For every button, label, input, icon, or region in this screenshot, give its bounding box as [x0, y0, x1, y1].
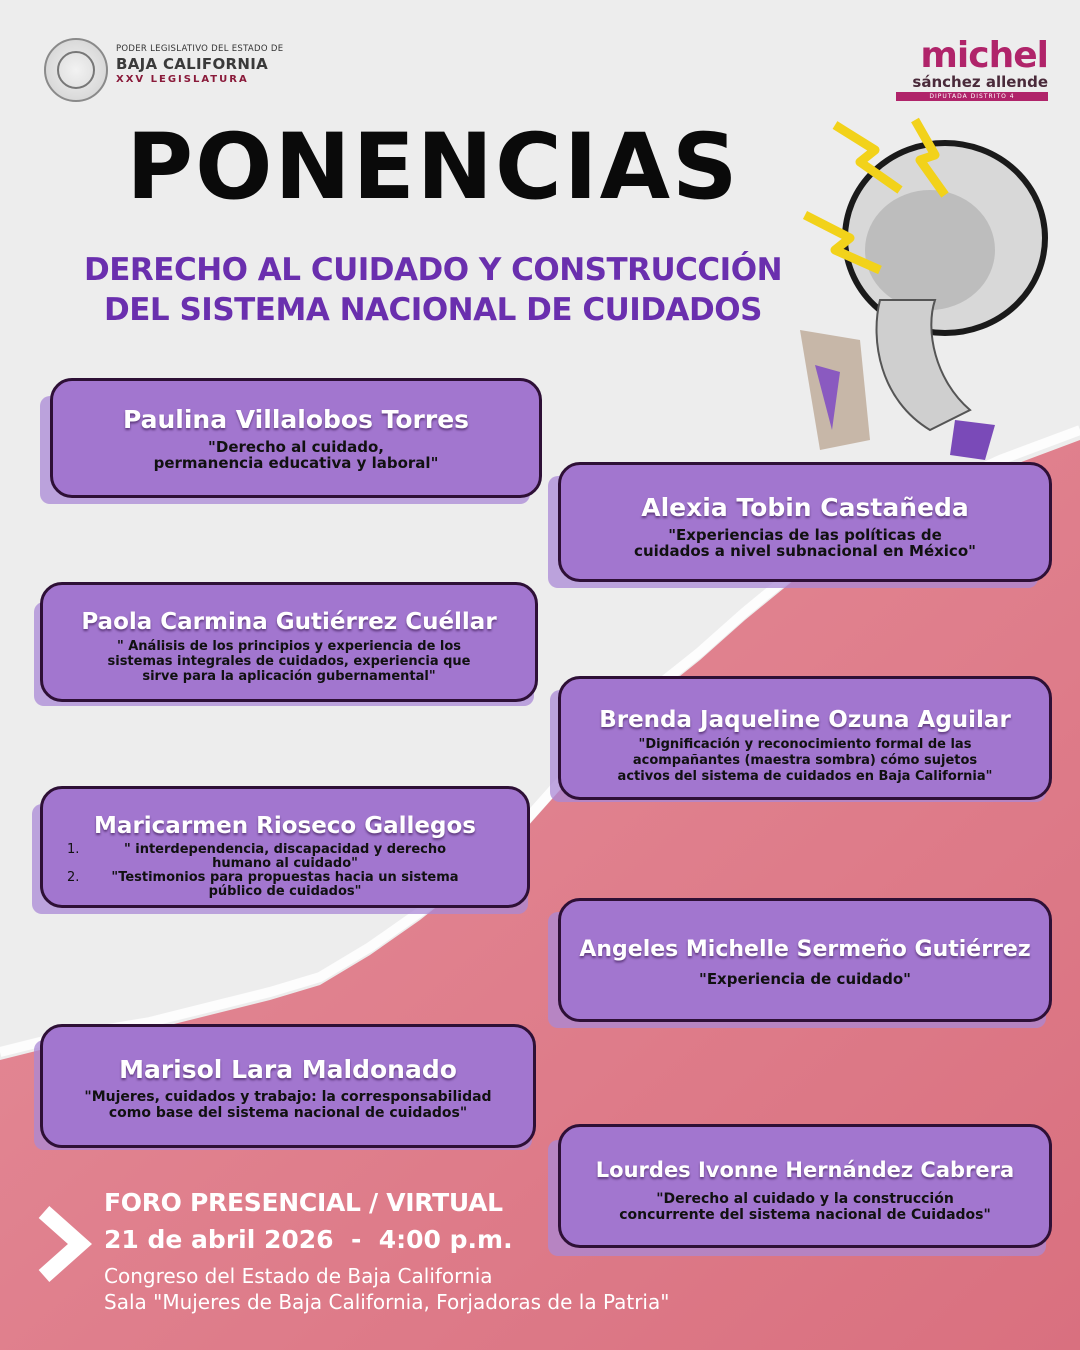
speaker-name: Paola Carmina Gutiérrez Cuéllar — [81, 609, 497, 635]
speaker-name: Maricarmen Rioseco Gallegos — [94, 813, 476, 839]
page-subtitle — [40, 250, 826, 330]
speaker-topic-line: sirve para la aplicación gubernamental" — [142, 669, 436, 684]
speaker-topic-line: público de cuidados" — [208, 884, 362, 899]
event-date-time: 21 de abril 2026 - 4:00 p.m. — [104, 1225, 513, 1254]
speaker-topic-line: humano al cuidado" — [212, 856, 358, 871]
venue-line2: Sala "Mujeres de Baja California, Forjadoras de la Patria" — [104, 1290, 670, 1314]
speaker-topic-line: " Análisis de los principios y experiencia de los — [116, 639, 462, 654]
page-title: PONENCIAS — [126, 115, 740, 220]
speaker-name: Lourdes Ivonne Hernández Cabrera — [595, 1158, 1015, 1182]
speaker-topic-line: activos del sistema de cuidados en Baja California" — [617, 769, 993, 784]
speaker-name: Marisol Lara Maldonado — [119, 1055, 457, 1084]
list-item — [43, 871, 527, 899]
list-number: 1. — [67, 842, 80, 857]
speaker-topic-line: "Testimonios para propuestas hacia un sistema — [111, 870, 459, 885]
speaker-name: Angeles Michelle Sermeño Gutiérrez — [579, 937, 1031, 962]
brand-name: michel — [920, 35, 1048, 76]
subtitle-line1: DERECHO AL CUIDADO Y CONSTRUCCIÓN — [83, 252, 783, 288]
speaker-topic-line: "Mujeres, cuidados y trabajo: la corresponsabilidad — [84, 1089, 492, 1105]
event-venue — [104, 1263, 669, 1315]
brand-surname: sánchez allende — [912, 73, 1048, 91]
legislature-line1: PODER LEGISLATIVO DEL ESTADO DE — [116, 44, 284, 54]
brand-logo — [896, 35, 1048, 101]
speaker-topic-line: "Derecho al cuidado, — [208, 438, 384, 456]
speaker-topic-line: concurrente del sistema nacional de Cuidados" — [619, 1207, 991, 1223]
venue-line1: Congreso del Estado de Baja California — [104, 1264, 493, 1288]
speaker-name: Brenda Jaqueline Ozuna Aguilar — [599, 707, 1011, 733]
speaker-topic-line: "Experiencia de cuidado" — [699, 970, 911, 988]
speaker-name: Paulina Villalobos Torres — [122, 405, 470, 434]
subtitle-line2: DEL SISTEMA NACIONAL DE CUIDADOS — [104, 292, 762, 328]
list-item — [43, 843, 527, 871]
speaker-topic-line: "Derecho al cuidado y la construcción — [656, 1191, 954, 1207]
event-format: FORO PRESENCIAL / VIRTUAL — [104, 1188, 503, 1217]
speaker-topic-list — [43, 843, 527, 899]
speaker-name: Alexia Tobin Castañeda — [641, 493, 969, 522]
brand-tagline: DIPUTADA DISTRITO 4 — [896, 92, 1048, 101]
congress-seal-logo — [44, 38, 108, 102]
speaker-topic-line: como base del sistema nacional de cuidados" — [108, 1105, 468, 1121]
speaker-topic-line: acompañantes (maestra sombra) cómo sujetos — [632, 753, 978, 768]
legislature-logo — [116, 44, 283, 85]
speaker-topic-line: permanencia educativa y laboral" — [153, 454, 439, 472]
legislature-line2: BAJA CALIFORNIA — [116, 55, 269, 73]
list-number: 2. — [67, 870, 80, 885]
speaker-topic-line: " interdependencia, discapacidad y derecho — [123, 842, 447, 857]
speaker-topic-line: "Dignificación y reconocimiento formal de las — [638, 737, 972, 752]
chevron-right-icon — [36, 1204, 92, 1284]
speaker-topic-line: cuidados a nivel subnacional en México" — [634, 542, 976, 560]
legislature-line3: XXV LEGISLATURA — [116, 74, 249, 85]
speaker-topic-line: sistemas integrales de cuidados, experiencia que — [107, 654, 471, 669]
speaker-topic-line: "Experiencias de las políticas de — [668, 526, 942, 544]
